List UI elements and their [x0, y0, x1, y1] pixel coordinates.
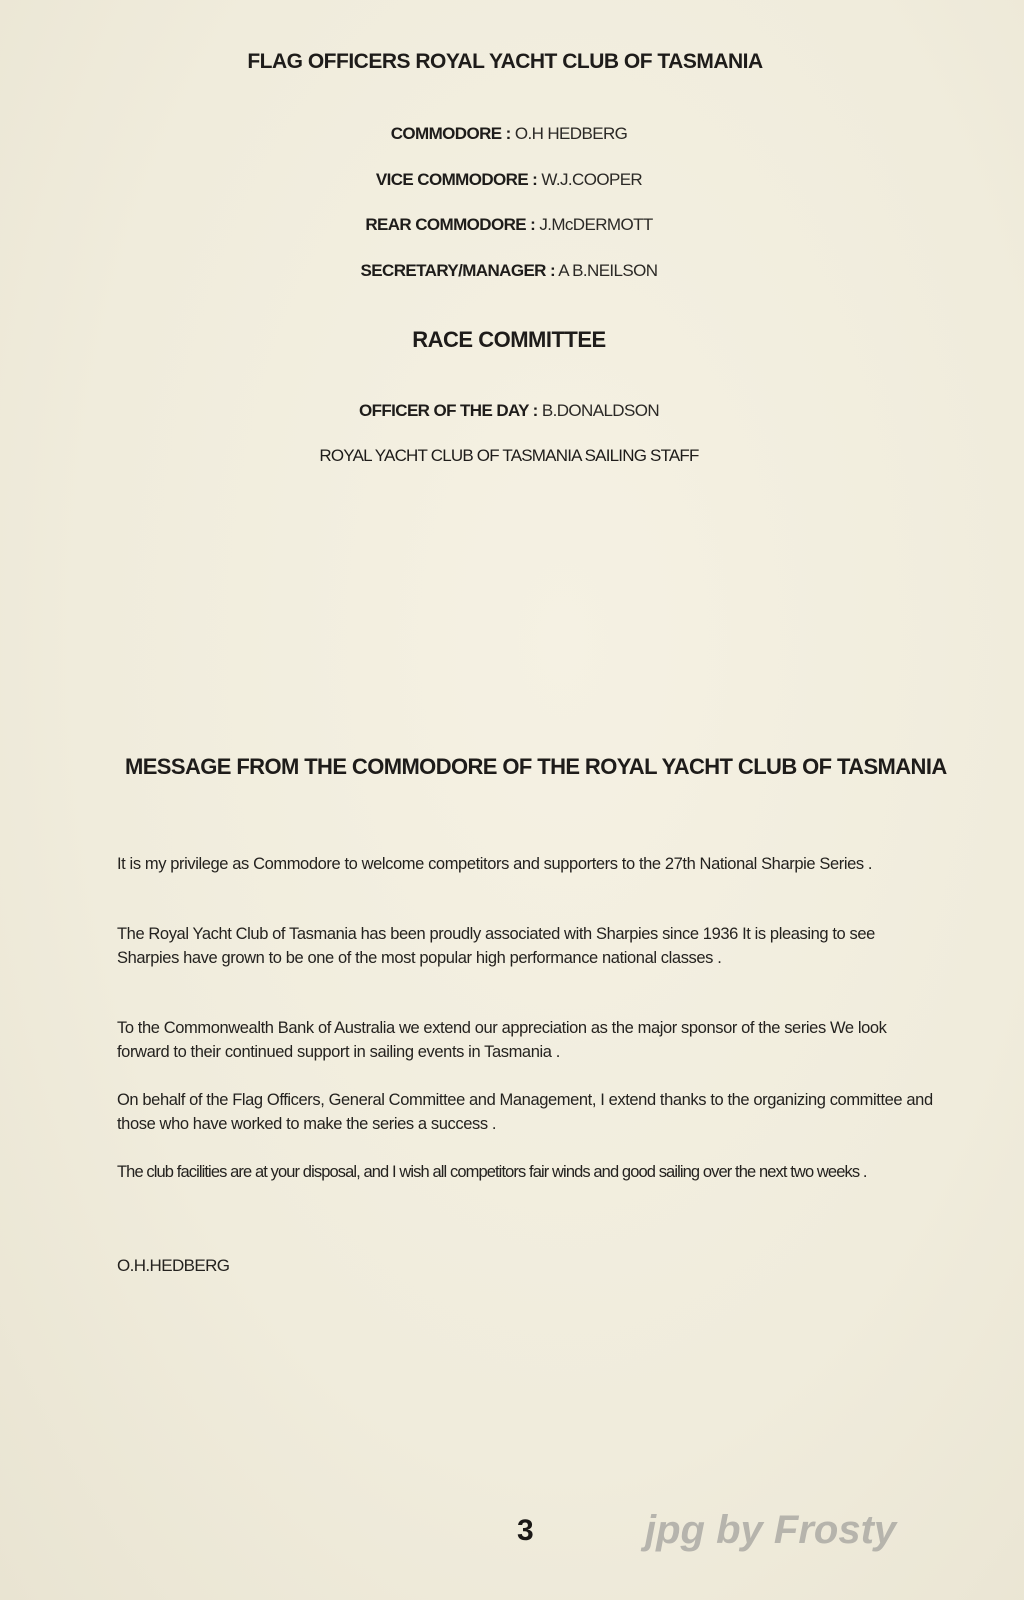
officer-secretary-manager — [0, 261, 1018, 281]
officer-role: COMMODORE : — [390, 124, 511, 143]
officer-of-the-day — [0, 401, 1018, 421]
officer-name: J.McDERMOTT — [539, 215, 653, 234]
officer-role: VICE COMMODORE : — [375, 170, 538, 189]
page-number: 3 — [517, 1514, 534, 1547]
officer-rear-commodore — [0, 215, 1018, 235]
flag-officers-heading: FLAG OFFICERS ROYAL YACHT CLUB OF TASMANIA — [247, 50, 763, 73]
officer-name: W.J.COOPER — [541, 170, 643, 189]
officer-role: OFFICER OF THE DAY : — [358, 401, 538, 420]
message-paragraph: The club facilities are at your disposal, and I wish all competitors fair winds and good sailing over the next two weeks . — [117, 1163, 867, 1181]
officer-commodore — [0, 124, 1018, 144]
message-paragraph: The Royal Yacht Club of Tasmania has been proudly associated with Sharpies since 1936 It is pleasing to see Sharpies have grown to be one of the most popular high performance national classes . — [117, 925, 875, 967]
officer-name: A B.NEILSON — [558, 261, 658, 280]
message-heading: MESSAGE FROM THE COMMODORE OF THE ROYAL YACHT CLUB OF TASMANIA — [125, 754, 947, 779]
officer-name: B.DONALDSON — [541, 401, 660, 420]
officer-vice-commodore — [0, 170, 1018, 190]
message-paragraph: To the Commonwealth Bank of Australia we extend our appreciation as the major sponsor of the series We look forward to their continued support in sailing events in Tasmania . — [117, 1019, 887, 1061]
message-paragraph: It is my privilege as Commodore to welcome competitors and supporters to the 27th National Sharpie Series . — [117, 855, 873, 873]
officer-role: REAR COMMODORE : — [365, 215, 536, 234]
signature: O.H.HEDBERG — [117, 1256, 230, 1275]
watermark: jpg by Frosty — [645, 1508, 897, 1552]
officer-role: SECRETARY/MANAGER : — [360, 261, 556, 280]
officer-name: O.H HEDBERG — [514, 124, 628, 143]
message-paragraph: On behalf of the Flag Officers, General Committee and Management, I extend thanks to the organizing committee and those who have worked to make the series a success . — [117, 1091, 933, 1133]
race-committee-heading: RACE COMMITTEE — [412, 327, 606, 352]
sailing-staff-line: ROYAL YACHT CLUB OF TASMANIA SAILING STAFF — [319, 446, 699, 465]
